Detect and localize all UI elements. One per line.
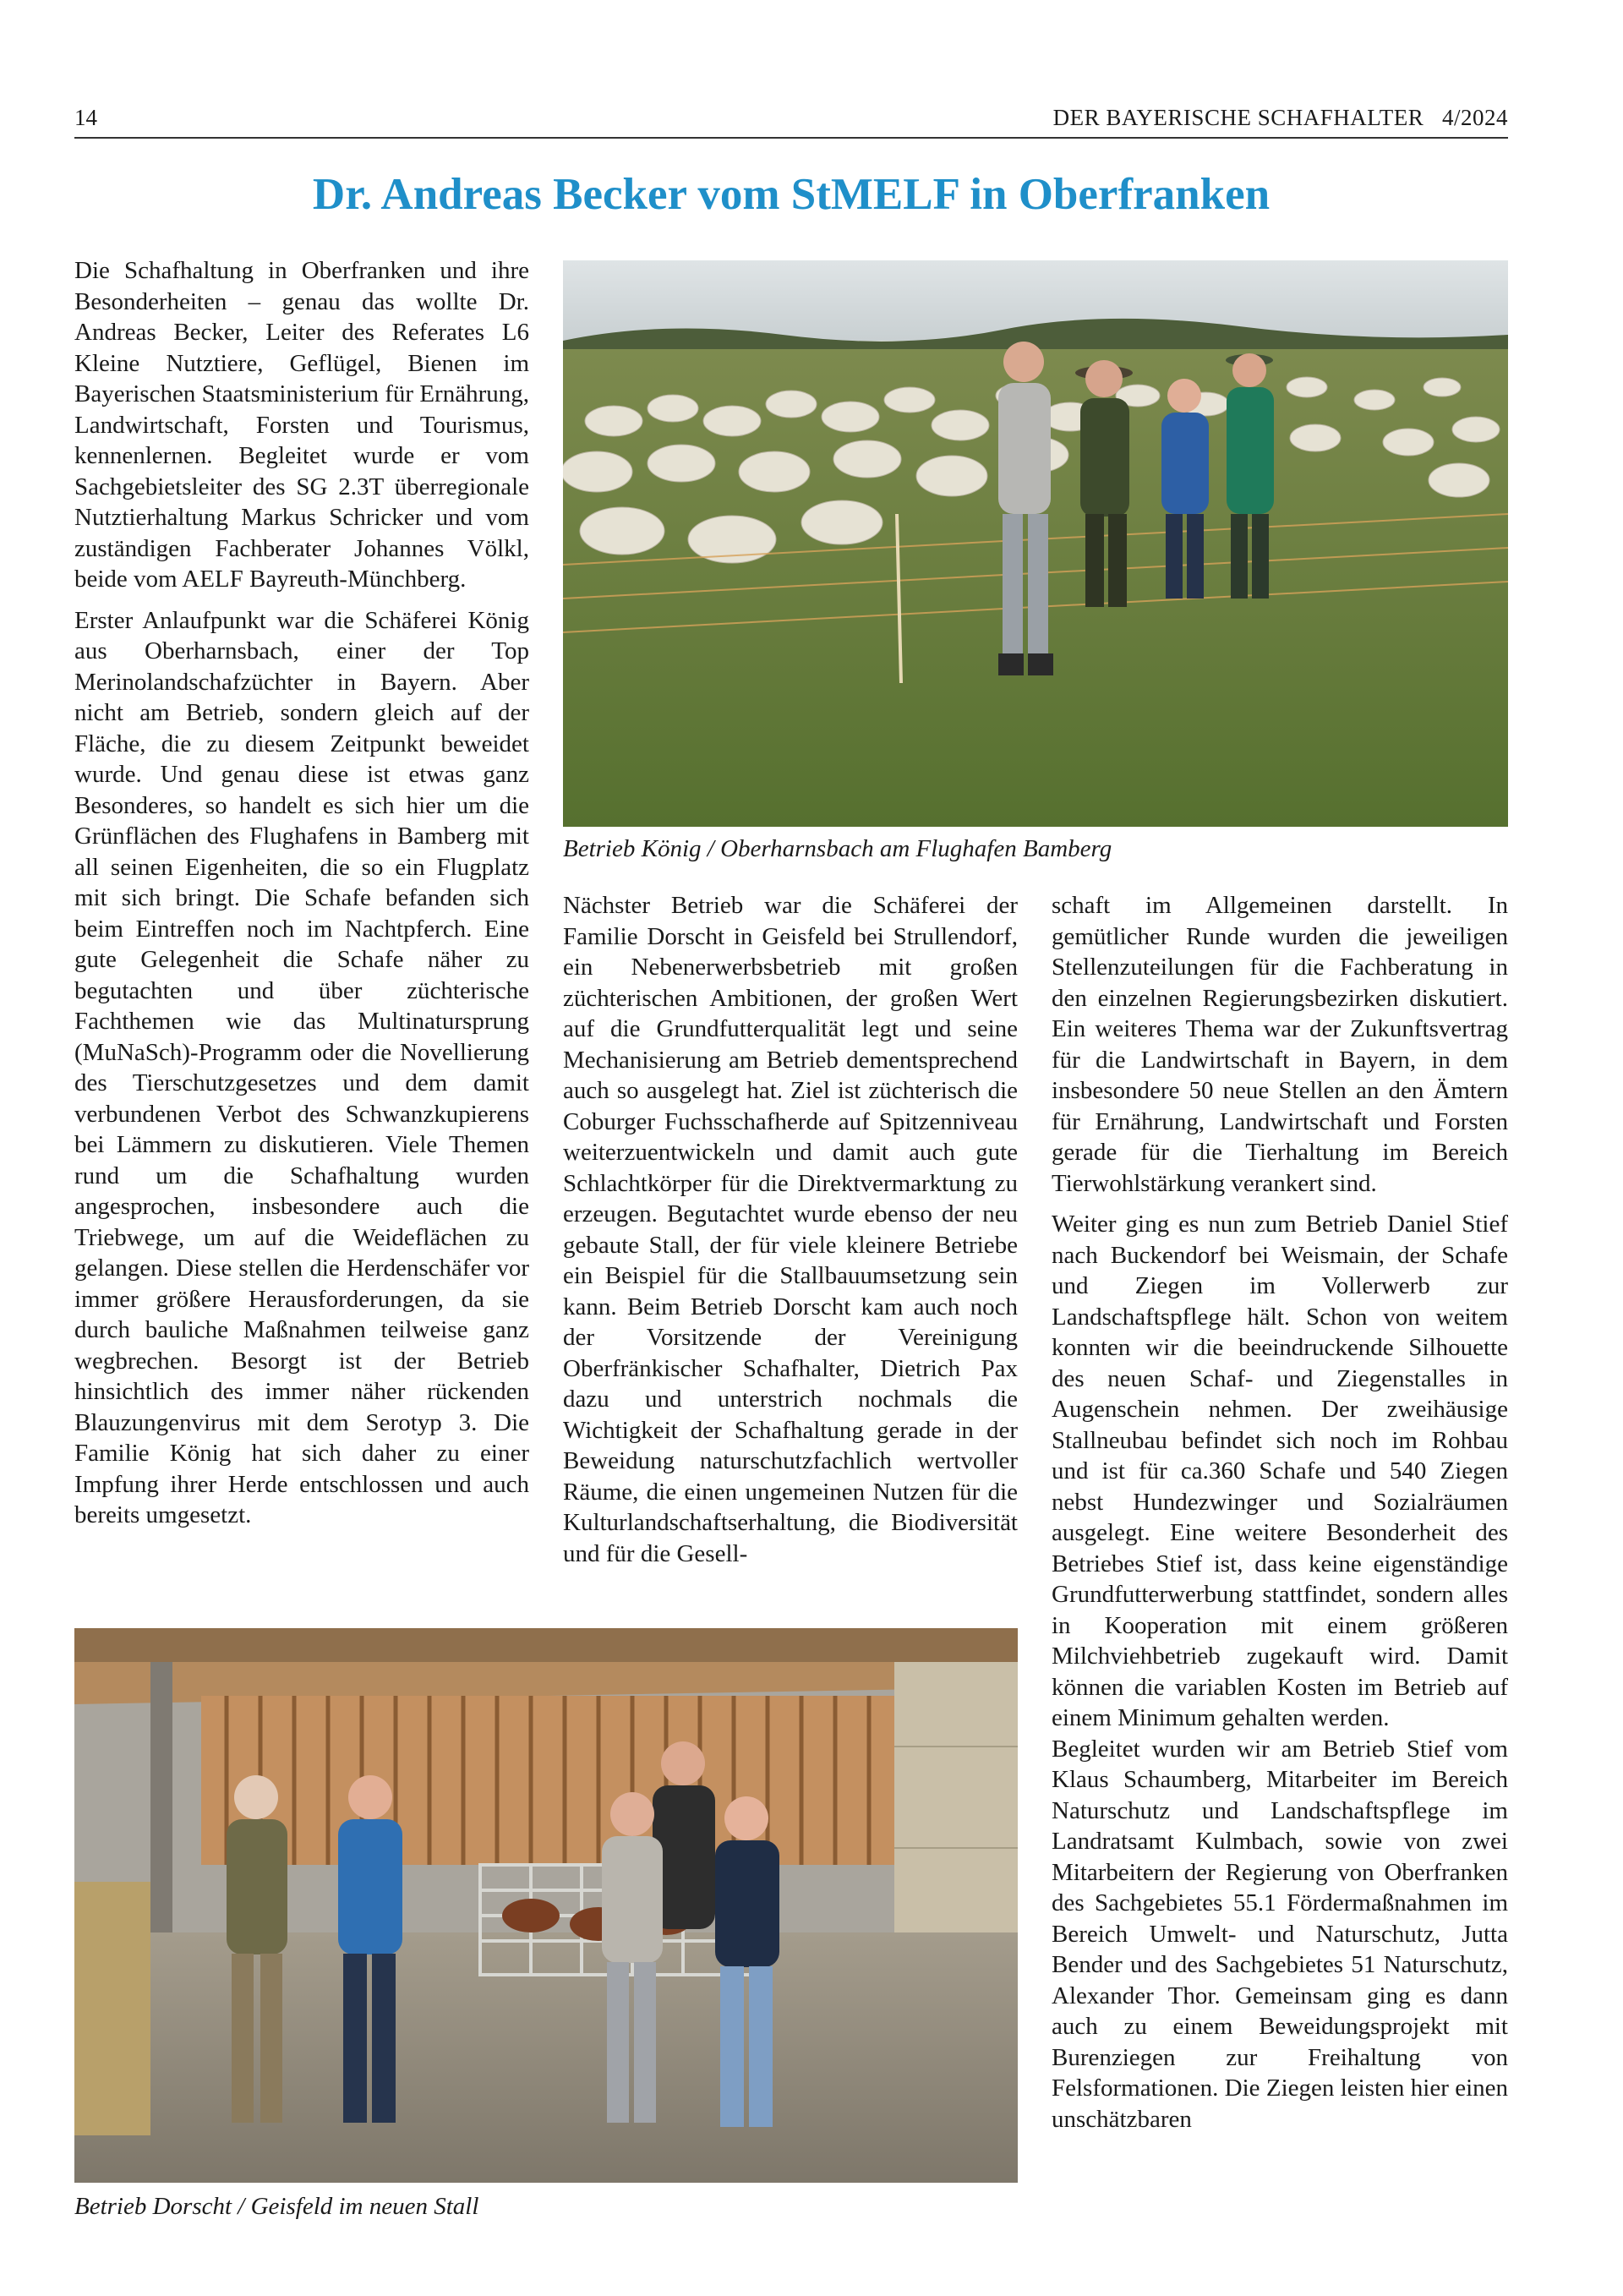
paragraph: Die Schafhaltung in Oberfranken und ihre Besonderheiten – genau das wollte Dr. Andreas Becker, Leiter des Referates L6 Kleine Nutztiere, Geflügel, Bienen im Bayerischen Staatsministerium für Ernährung, Landwirtschaft, Forsten und Tourismus, kennenlernen. Begleitet wurde er vom Sachgebietsleiter des SG 2.3T überregionale Nutztierhaltung Markus Schricker und vom zuständigen Fachberater Johannes Völkl, beide vom AELF Bayreuth-Münchberg. — [74, 257, 529, 593]
text-column-1 — [74, 255, 529, 1616]
page-header — [74, 100, 1508, 139]
paragraph: schaft im Allgemeinen darstellt. In gemütlicher Runde wurden die jeweiligen Stellenzuteilungen für die Fachberatung in den einzelnen Regierungsbezirken diskutiert. Ein weiteres Thema war der Zukunftsvertrag für die Landwirtschaft in Bayern, in dem insbesondere 50 neue Stellen an den Ämtern für Ernährung, Landwirtschaft und Forsten gerade für die Tierhaltung im Bereich Tierwohlstärkung verankert sind. — [1052, 892, 1508, 1197]
photo-sheep-field — [563, 260, 1508, 827]
photo-stable-group — [74, 1628, 1018, 2183]
paragraph: Weiter ging es nun zum Betrieb Daniel Stief nach Buckendorf bei Weismain, der Schafe und Ziegen im Vollerwerb zur Landschaftspflege hält. Schon von weitem konnten wir die beeindruckende Silhouette des neuen Schaf- und Ziegenstalles in Augenschein nehmen. Der zweihäusige Stallneubau befindet sich noch im Rohbau und ist für ca.360 Schafe und 540 Ziegen nebst Hundezwinger und Sozialräumen ausgelegt. Eine weitere Besonderheit des Betriebes Stief ist, dass keine eigenständige Grundfutterwerbung stattfindet, sondern alles in Kooperation mit einem größeren Milchviehbetrieb zugekauft wird. Damit können die variablen Kosten im Betrieb auf einem Minimum gehalten werden. — [1052, 1211, 1508, 1731]
paragraph: Erster Anlaufpunkt war die Schäferei König aus Oberharnsbach, einer der Top Merinolandschafzüchter in Bayern. Aber nicht am Betrieb, sondern gleich auf der Fläche, die zu diesem Zeitpunkt beweidet wurde. Und genau diese ist etwas ganz Besonderes, so handelt es sich hier um die Grünflächen des Flughafens in Bamberg mit all seinen Eigenheiten, die so ein Flugplatz mit sich bringt. Die Schafe befanden sich beim Eintreffen noch im Nachtpferch. Eine gute Gelegenheit die Schafe näher zu begutachten und über züchterische Fachthemen wie das Multinatursprung (MuNaSch)-Programm oder die Novellierung des Tierschutzgesetzes und dem damit verbundenen Verbot des Schwanzkupierens bei Lämmern zu diskutieren. Viele Themen rund um die Schafhaltung wurden angesprochen, insbesondere auch die Triebwege, um auf die Weideflächen zu gelangen. Diese stellen die Herdenschäfer vor immer größere Herausforderungen, da sie durch bauliche Maßnahmen teilweise ganz wegbrechen. Besorgt ist der Betrieb hinsichtlich des immer näher rückenden Blauzungenvirus mit dem Serotyp 3. Die Familie König hat sich daher zu einer Impfung ihrer Herde entschlossen und auch bereits umgesetzt. — [74, 606, 529, 1528]
magazine-title: DER BAYERISCHE SCHAFHALTER 4/2024 — [1052, 105, 1508, 130]
paragraph: Nächster Betrieb war die Schäferei der Familie Dorscht in Geisfeld bei Strullendorf, ein Nebenerwerbsbetrieb mit großen züchterischen Ambitionen, der großen Wert auf die Grundfutterqualität legt und seine Mechanisierung am Betrieb dementsprechend auch so ausgelegt hat. Ziel ist züchterisch die Coburger Fuchsschafherde auf Spitzenniveau weiterzuentwickeln und damit auch gute Schlachtkörper für die Direktvermarktung zu erzeugen. Begutachtet wurde ebenso der neu gebaute Stall, der für viele kleinere Betriebe ein Beispiel für die Stallbauumsetzung sein kann. Beim Betrieb Dorscht kam auch noch der Vorsitzende der Vereinigung Oberfränkischer Schafhalter, Dietrich Pax dazu und unterstrich nochmals die Wichtigkeit der Schafhaltung gerade in der Beweidung naturschutzfachlich wertvoller Räume, die einen ungemeinen Nutzen für die Kulturlandschaftserhaltung, die Biodiversität und für die Gesell- — [563, 892, 1018, 1567]
photo-caption-2: Betrieb Dorscht / Geisfeld im neuen Stall — [74, 2193, 479, 2220]
article-title: Dr. Andreas Becker vom StMELF in Oberfranken — [312, 170, 1271, 219]
paragraph: Begleitet wurden wir am Betrieb Stief vom Klaus Schaumberg, Mitarbeiter im Bereich Naturschutz und Landschaftspflege im Landratsamt Kulmbach, sowie von zwei Mitarbeitern der Regierung von Oberfranken des Sachgebietes 55.1 Fördermaßnahmen im Bereich Umwelt- und Naturschutz, Jutta Bender und des Sachgebietes 51 Naturschutz, Alexander Thor. Gemeinsam ging es dann auch zu einem Beweidungsprojekt mit Burenziegen zur Freihaltung von Felsformationen. Die Ziegen leisten hier einen unschätzbaren — [1052, 1735, 1508, 2133]
page-number: 14 — [74, 105, 97, 130]
text-column-3 — [1052, 890, 1508, 2226]
photo-caption-1: Betrieb König / Oberharnsbach am Flughafen Bamberg — [563, 835, 1112, 862]
text-column-2 — [563, 890, 1018, 1617]
